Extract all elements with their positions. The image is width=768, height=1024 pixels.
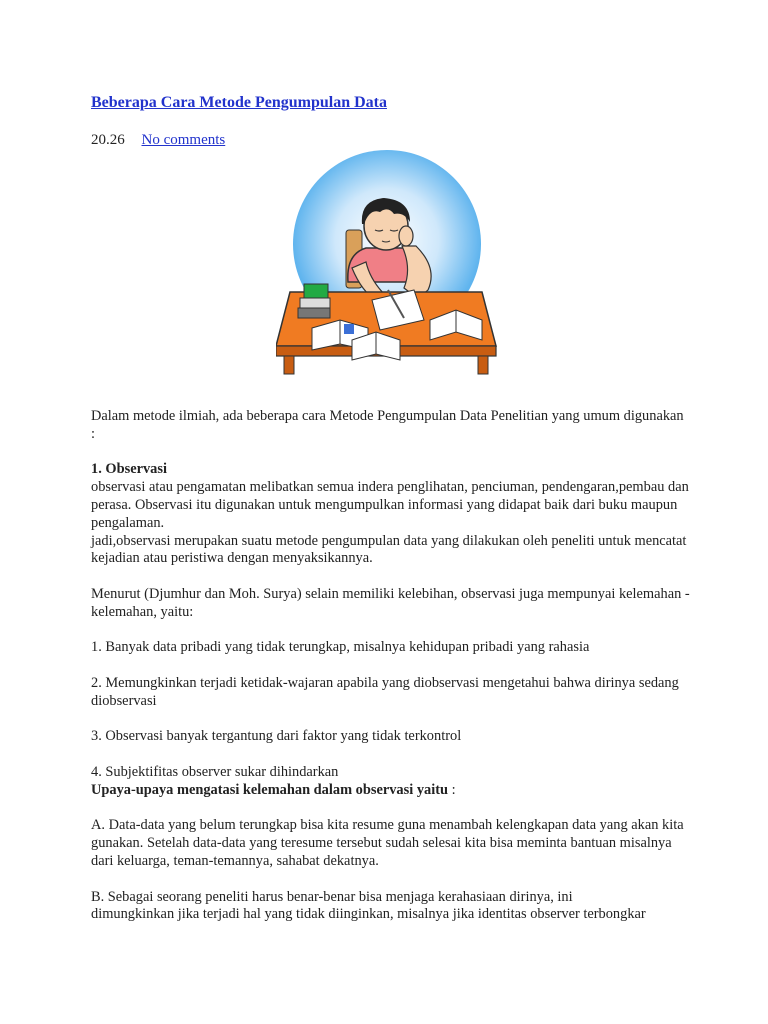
weakness-intro: Menurut (Djumhur dan Moh. Surya) selain memiliki kelebihan, observasi juga mempunyai kelemahan - kelemahan, yaitu:: [91, 585, 690, 620]
solutions-heading: Upaya-upaya mengatasi kelemahan dalam observasi yaitu: [91, 781, 448, 798]
post-time: 20.26: [91, 132, 125, 148]
student-studying-illustration: [276, 150, 498, 378]
observasi-definition: observasi atau pengamatan melibatkan semua indera penglihatan, penciuman, pendengaran,pembau dan perasa. Observasi itu digunakan untuk mengumpulkan informasi yang didapat baik dari buku maupun pengalaman.: [91, 479, 689, 531]
solutions-heading-line: [91, 782, 691, 800]
comments-link[interactable]: No comments: [141, 132, 226, 148]
solution-item-b-line2: dimungkinkan jika terjadi hal yang tidak diinginkan, misalnya jika identitas observer terbongkar: [91, 906, 646, 923]
observasi-summary: jadi,observasi merupakan suatu metode pengumpulan data yang dilakukan oleh peneliti untuk mencatat kejadian atau peristiwa dengan menyaksikannya.: [91, 532, 687, 567]
solution-item-b-line1: B. Sebagai seorang peneliti harus benar-benar bisa menjaga kerahasiaan dirinya, ini: [91, 888, 573, 905]
post-meta: [91, 131, 225, 149]
weakness-item-4: 4. Subjektifitas observer sukar dihindarkan: [91, 763, 339, 780]
solution-item-a: A. Data-data yang belum terungkap bisa kita resume guna menambah kelengkapan data yang akan kita gunakan. Setelah data-data yang teresume tersebut sudah selesai kita bisa meminta bantuan misalnya dari keluarga, teman-temannya, sahabat dekatnya.: [91, 817, 684, 869]
post-title-link[interactable]: Beberapa Cara Metode Pengumpulan Data: [91, 94, 387, 111]
weakness-item-2: 2. Memungkinkan terjadi ketidak-wajaran apabila yang diobservasi mengetahui bahwa dirinya sedang diobservasi: [91, 674, 679, 709]
post-body: [91, 408, 691, 924]
solutions-colon: :: [448, 781, 456, 798]
section-heading-observasi: 1. Observasi: [91, 461, 167, 478]
weakness-item-1: 1. Banyak data pribadi yang tidak terungkap, misalnya kehidupan pribadi yang rahasia: [91, 639, 590, 656]
weakness-item-3: 3. Observasi banyak tergantung dari faktor yang tidak terkontrol: [91, 728, 462, 745]
intro-paragraph: Dalam metode ilmiah, ada beberapa cara Metode Pengumpulan Data Penelitian yang umum digunakan :: [91, 408, 684, 442]
